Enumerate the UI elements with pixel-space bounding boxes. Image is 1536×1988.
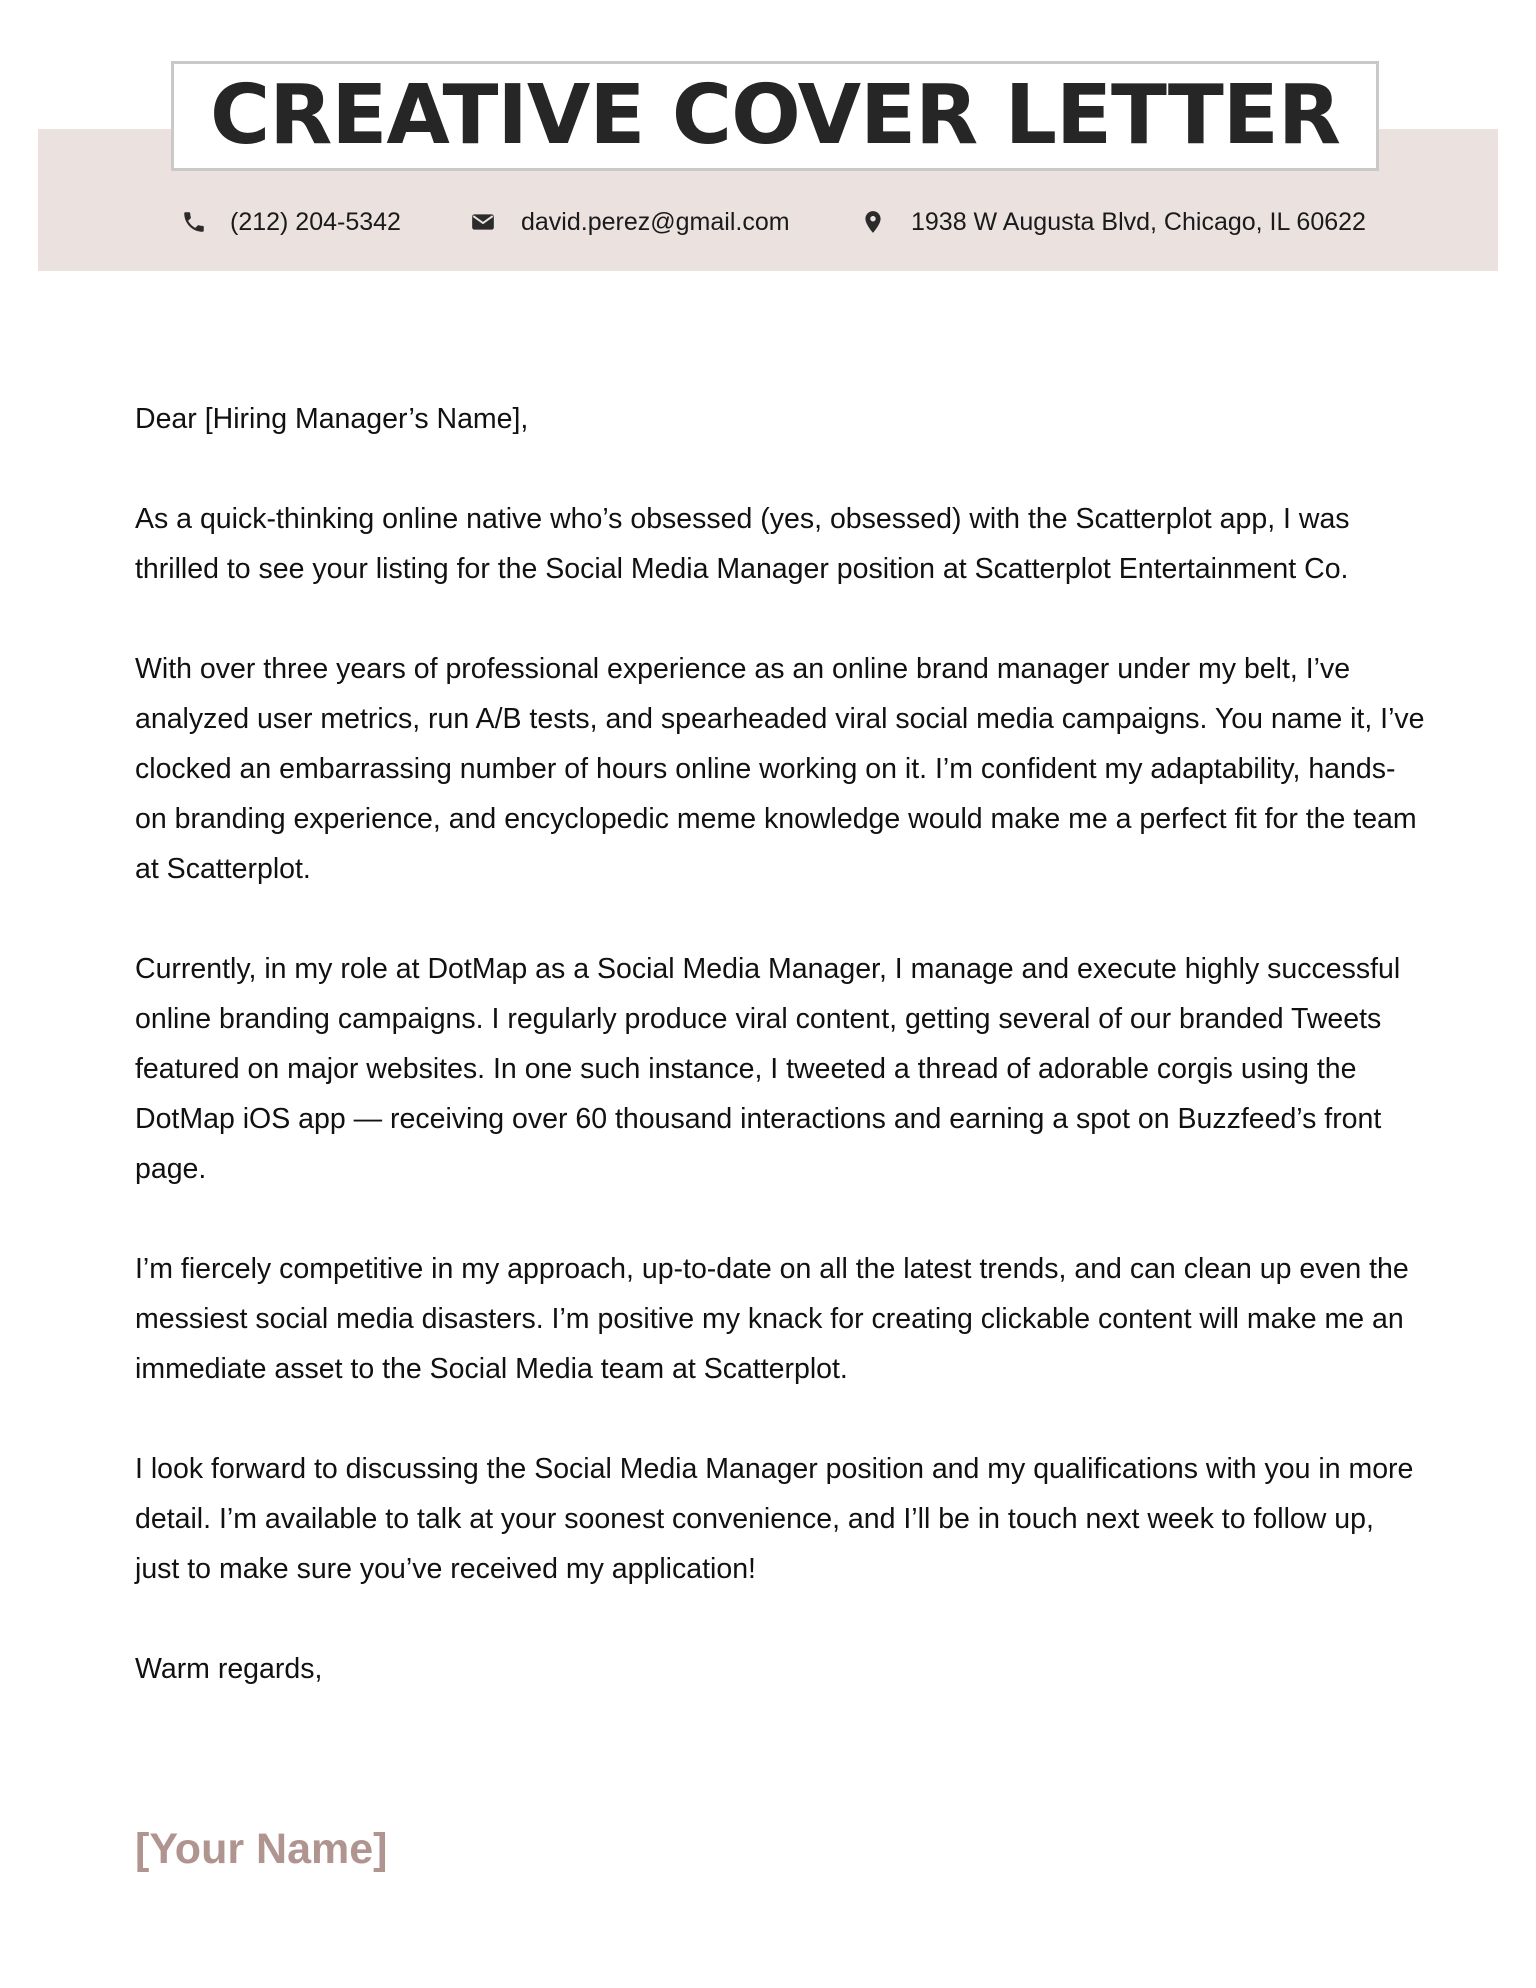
phone-text: (212) 204-5342: [230, 207, 401, 236]
signature: [Your Name]: [135, 1825, 388, 1873]
closing: Warm regards,: [135, 1653, 323, 1685]
salutation: Dear [Hiring Manager’s Name],: [135, 403, 529, 435]
contact-phone: [181, 204, 401, 240]
paragraph-2: With over three years of professional experience as an online brand manager under my belt, I’ve analyzed user metrics, run A/B tests, and spearheaded viral social media campaigns. You name it, I’ve clocked an embarrassing number of hours online working on it. I’m confident my adaptability, hands-on branding experience, and encyclopedic meme knowledge would make me a perfect fit for the team at Scatterplot.: [135, 653, 1425, 885]
contact-email: [470, 204, 790, 240]
phone-icon: [181, 209, 207, 235]
page-title: CREATIVE COVER LETTER: [210, 68, 1340, 163]
contact-address: [860, 204, 1366, 240]
title-box: [171, 61, 1379, 171]
map-pin-icon: [860, 209, 886, 235]
paragraph-5: I look forward to discussing the Social Media Manager position and my qualifications with you in more detail. I’m available to talk at your soonest convenience, and I’ll be in touch next week to follow up, just to make sure you’ve received my application!: [135, 1453, 1414, 1585]
paragraph-4: I’m fiercely competitive in my approach, up-to-date on all the latest trends, and can clean up even the messiest social media disasters. I’m positive my knack for creating clickable content will make me an immediate asset to the Social Media team at Scatterplot.: [135, 1253, 1409, 1385]
email-text: david.perez@gmail.com: [521, 207, 790, 236]
paragraph-1: As a quick-thinking online native who’s obsessed (yes, obsessed) with the Scatterplot app, I was thrilled to see your listing for the Social Media Manager position at Scatterplot Entertainment Co.: [135, 503, 1350, 585]
address-text: 1938 W Augusta Blvd, Chicago, IL 60622: [911, 207, 1366, 236]
envelope-icon: [470, 209, 496, 235]
letter-body: [135, 394, 1425, 1744]
paragraph-3: Currently, in my role at DotMap as a Social Media Manager, I manage and execute highly successful online branding campaigns. I regularly produce viral content, getting several of our branded Tweets featured on major websites. In one such instance, I tweeted a thread of adorable corgis using the DotMap iOS app — receiving over 60 thousand interactions and earning a spot on Buzzfeed’s front page.: [135, 953, 1401, 1185]
